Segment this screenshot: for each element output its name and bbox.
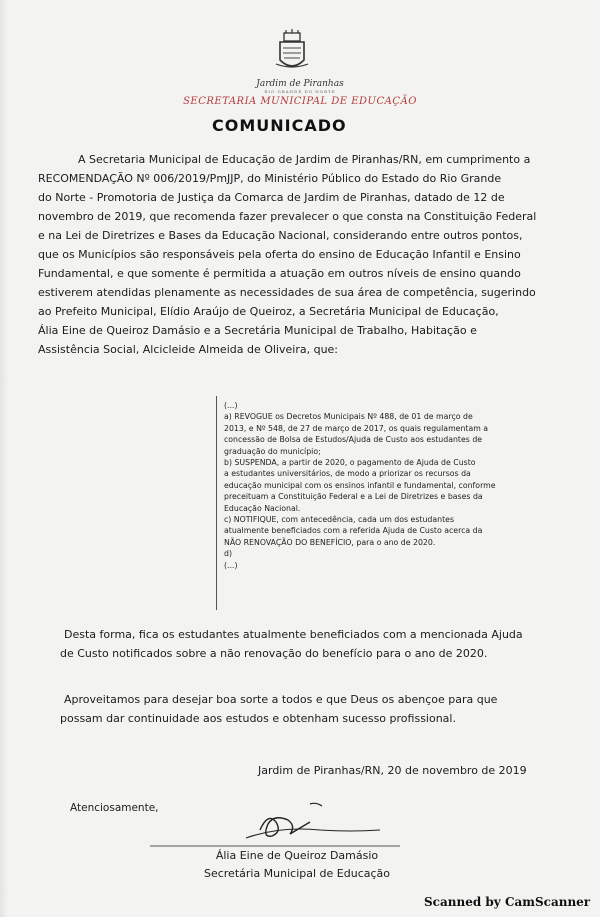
quote-line: graduação do município; <box>224 446 321 456</box>
paragraph-line: do Norte - Promotoria de Justiça da Comarca de Jardim de Piranhas, datado de 12 de <box>38 191 505 204</box>
closing-paragraph <box>60 690 544 728</box>
scanner-watermark: Scanned by CamScanner <box>424 895 591 909</box>
quote-line: concessão de Bolsa de Estudos/Ajuda de Custo aos estudantes de <box>224 435 483 445</box>
quote-line: NÃO RENOVAÇÃO DO BENEFÍCIO, para o ano de 2020. <box>224 537 436 547</box>
paragraph-line: Fundamental, e que somente é permitida a atuação em outros níveis de ensino quando <box>38 267 521 280</box>
secretaria-header: SECRETARIA MUNICIPAL DE EDUCAÇÃO <box>183 96 417 107</box>
quote-line: d) <box>224 549 232 559</box>
date-line: Jardim de Piranhas/RN, 20 de novembro de 2019 <box>258 764 527 777</box>
quote-line: atualmente beneficiados com a referida Ajuda de Custo acerca da <box>224 526 483 536</box>
municipal-seal-icon <box>272 28 312 76</box>
quote-line: a) REVOGUE os Decretos Municipais Nº 488, de 01 de março de <box>224 412 473 422</box>
page-title: COMUNICADO <box>212 116 347 135</box>
signatory-role: Secretária Municipal de Educação <box>203 867 391 880</box>
paragraph-line: estiverem atendidas plenamente as necessidades de sua área de competência, sugerindo <box>38 286 536 299</box>
quote-line: educação municipal com os ensinos infantil e fundamental, conforme <box>224 480 496 490</box>
recommendation-quote <box>224 400 546 571</box>
quote-line: Educação Nacional. <box>224 503 301 513</box>
handwritten-signature <box>150 800 400 850</box>
quote-line: c) NOTIFIQUE, com antecedência, cada um dos estudantes <box>224 515 455 525</box>
quote-line: (...) <box>224 401 238 410</box>
scan-edge-shadow <box>0 0 8 917</box>
quote-line: preceituam a Constituição Federal e a Lei de Diretrizes e bases da <box>224 492 483 502</box>
quote-line: a estudantes universitários, de modo a priorizar os recursos da <box>224 469 471 479</box>
quote-line: (...) <box>224 560 238 570</box>
paragraph-line: Ália Eine de Queiroz Damásio e a Secretária Municipal de Trabalho, Habitação e <box>38 324 477 337</box>
paragraph-line: que os Municípios são responsáveis pela oferta do ensino de Educação Infantil e Ensino <box>38 248 521 261</box>
paragraph-line: e na Lei de Diretrizes e Bases da Educação Nacional, considerando entre outros pontos, <box>38 229 523 242</box>
closing-salutation: Atenciosamente, <box>70 802 159 814</box>
paragraph-line: ao Prefeito Municipal, Elídio Araújo de Queiroz, a Secretária Municipal de Educação, <box>38 305 499 318</box>
paragraph-line: novembro de 2019, que recomenda fazer prevalecer o que consta na Constituição Federal <box>38 210 537 223</box>
paragraph-line: A Secretaria Municipal de Educação de Jardim de Piranhas/RN, em cumprimento a <box>78 153 531 166</box>
paragraph-line: RECOMENDAÇÃO Nº 006/2019/PmJJP, do Ministério Público do Estado do Rio Grande <box>38 172 502 185</box>
paragraph-line: de Custo notificados sobre a não renovação do benefício para o ano de 2020. <box>60 647 488 660</box>
paragraph-line: Assistência Social, Alcicleide Almeida de Oliveira, que: <box>38 343 339 356</box>
quote-rule <box>216 396 217 610</box>
intro-paragraph <box>38 150 558 359</box>
org-name: Jardim de Piranhas <box>256 79 344 89</box>
paragraph-line: Desta forma, fica os estudantes atualmente beneficiados com a mencionada Ajuda <box>64 628 523 641</box>
paragraph-line: possam dar continuidade aos estudos e obtenham sucesso profissional. <box>60 712 456 725</box>
paragraph-line: Aproveitamos para desejar boa sorte a todos e que Deus os abençoe para que <box>64 693 498 706</box>
signatory-name: Ália Eine de Queiroz Damásio <box>215 849 379 862</box>
quote-line: b) SUSPENDA, a partir de 2020, o pagamento de Ajuda de Custo <box>224 458 476 468</box>
org-subtitle: RIO GRANDE DO NORTE <box>264 89 336 94</box>
quote-line: 2013, e Nº 548, de 27 de março de 2017, os quais regulamentam a <box>224 423 489 433</box>
notice-paragraph <box>60 625 544 663</box>
